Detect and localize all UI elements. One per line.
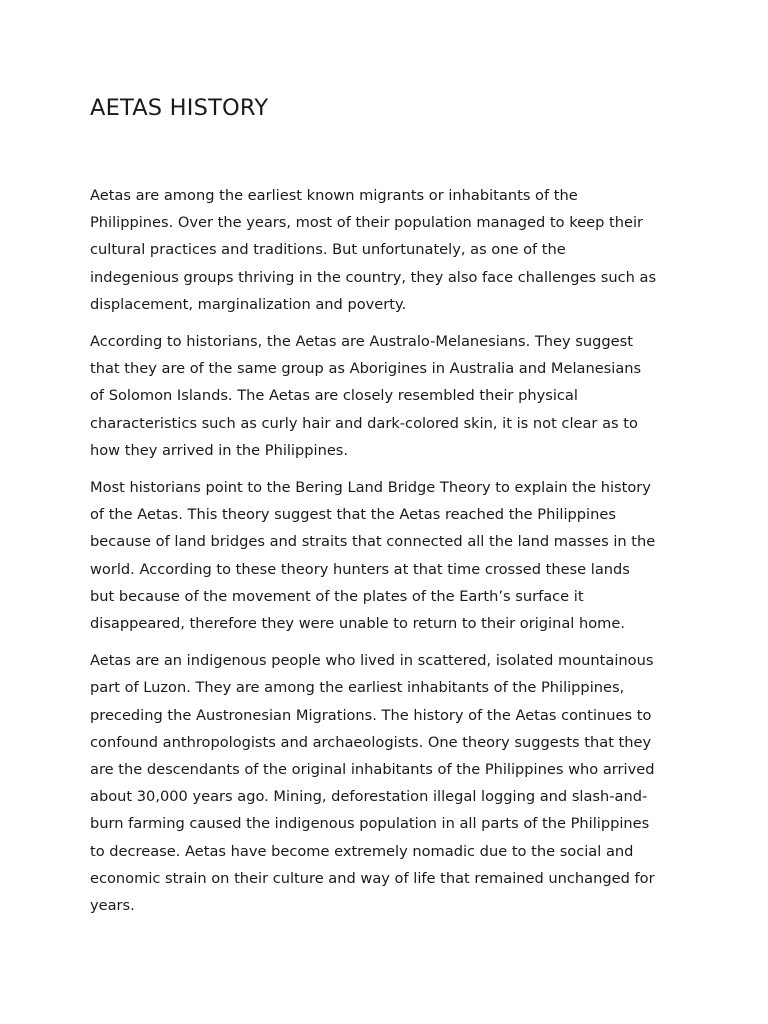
document-body xyxy=(90,182,682,919)
paragraph-intro: Aetas are among the earliest known migrants or inhabitants of the Philippines. Over the years, most of their population managed to keep their cultural practices and traditions. But unfortunately, as one of the indegenious groups thriving in the country, they also face challenges such as displacement, marginalization and poverty. xyxy=(90,187,657,313)
document-title: AETAS HISTORY xyxy=(90,95,269,121)
paragraph-origins: According to historians, the Aetas are Australo-Melanesians. They suggest that they are of the same group as Aborigines in Australia and Melanesians of Solomon Islands. The Aetas are closely resembled their physical characteristics such as curly hair and dark-colored skin, it is not clear as to how they arrived in the Philippines. xyxy=(90,333,642,459)
paragraph-land-bridge-theory: Most historians point to the Bering Land Bridge Theory to explain the history of the Aetas. This theory suggest that the Aetas reached the Philippines because of land bridges and straits that connected all the land masses in the world. According to these theory hunters at that time crossed these lands but because of the movement of the plates of the Earth’s surface it disappeared, therefore they were unable to return to their original home. xyxy=(90,479,656,633)
document-page xyxy=(90,90,682,929)
paragraph-indigenous-history: Aetas are an indigenous people who lived in scattered, isolated mountainous part of Luzon. They are among the earliest inhabitants of the Philippines, preceding the Austronesian Migrations. The history of the Aetas continues to confound anthropologists and archaeologists. One theory suggests that they are the descendants of the original inhabitants of the Philippines who arrived about 30,000 years ago. Mining, deforestation illegal logging and slash-and- burn farming caused the indigenous population in all parts of the Philippines to decrease. Aetas have become extremely nomadic due to the social and economic strain on their culture and way of life that remained unchanged for years. xyxy=(90,652,655,915)
